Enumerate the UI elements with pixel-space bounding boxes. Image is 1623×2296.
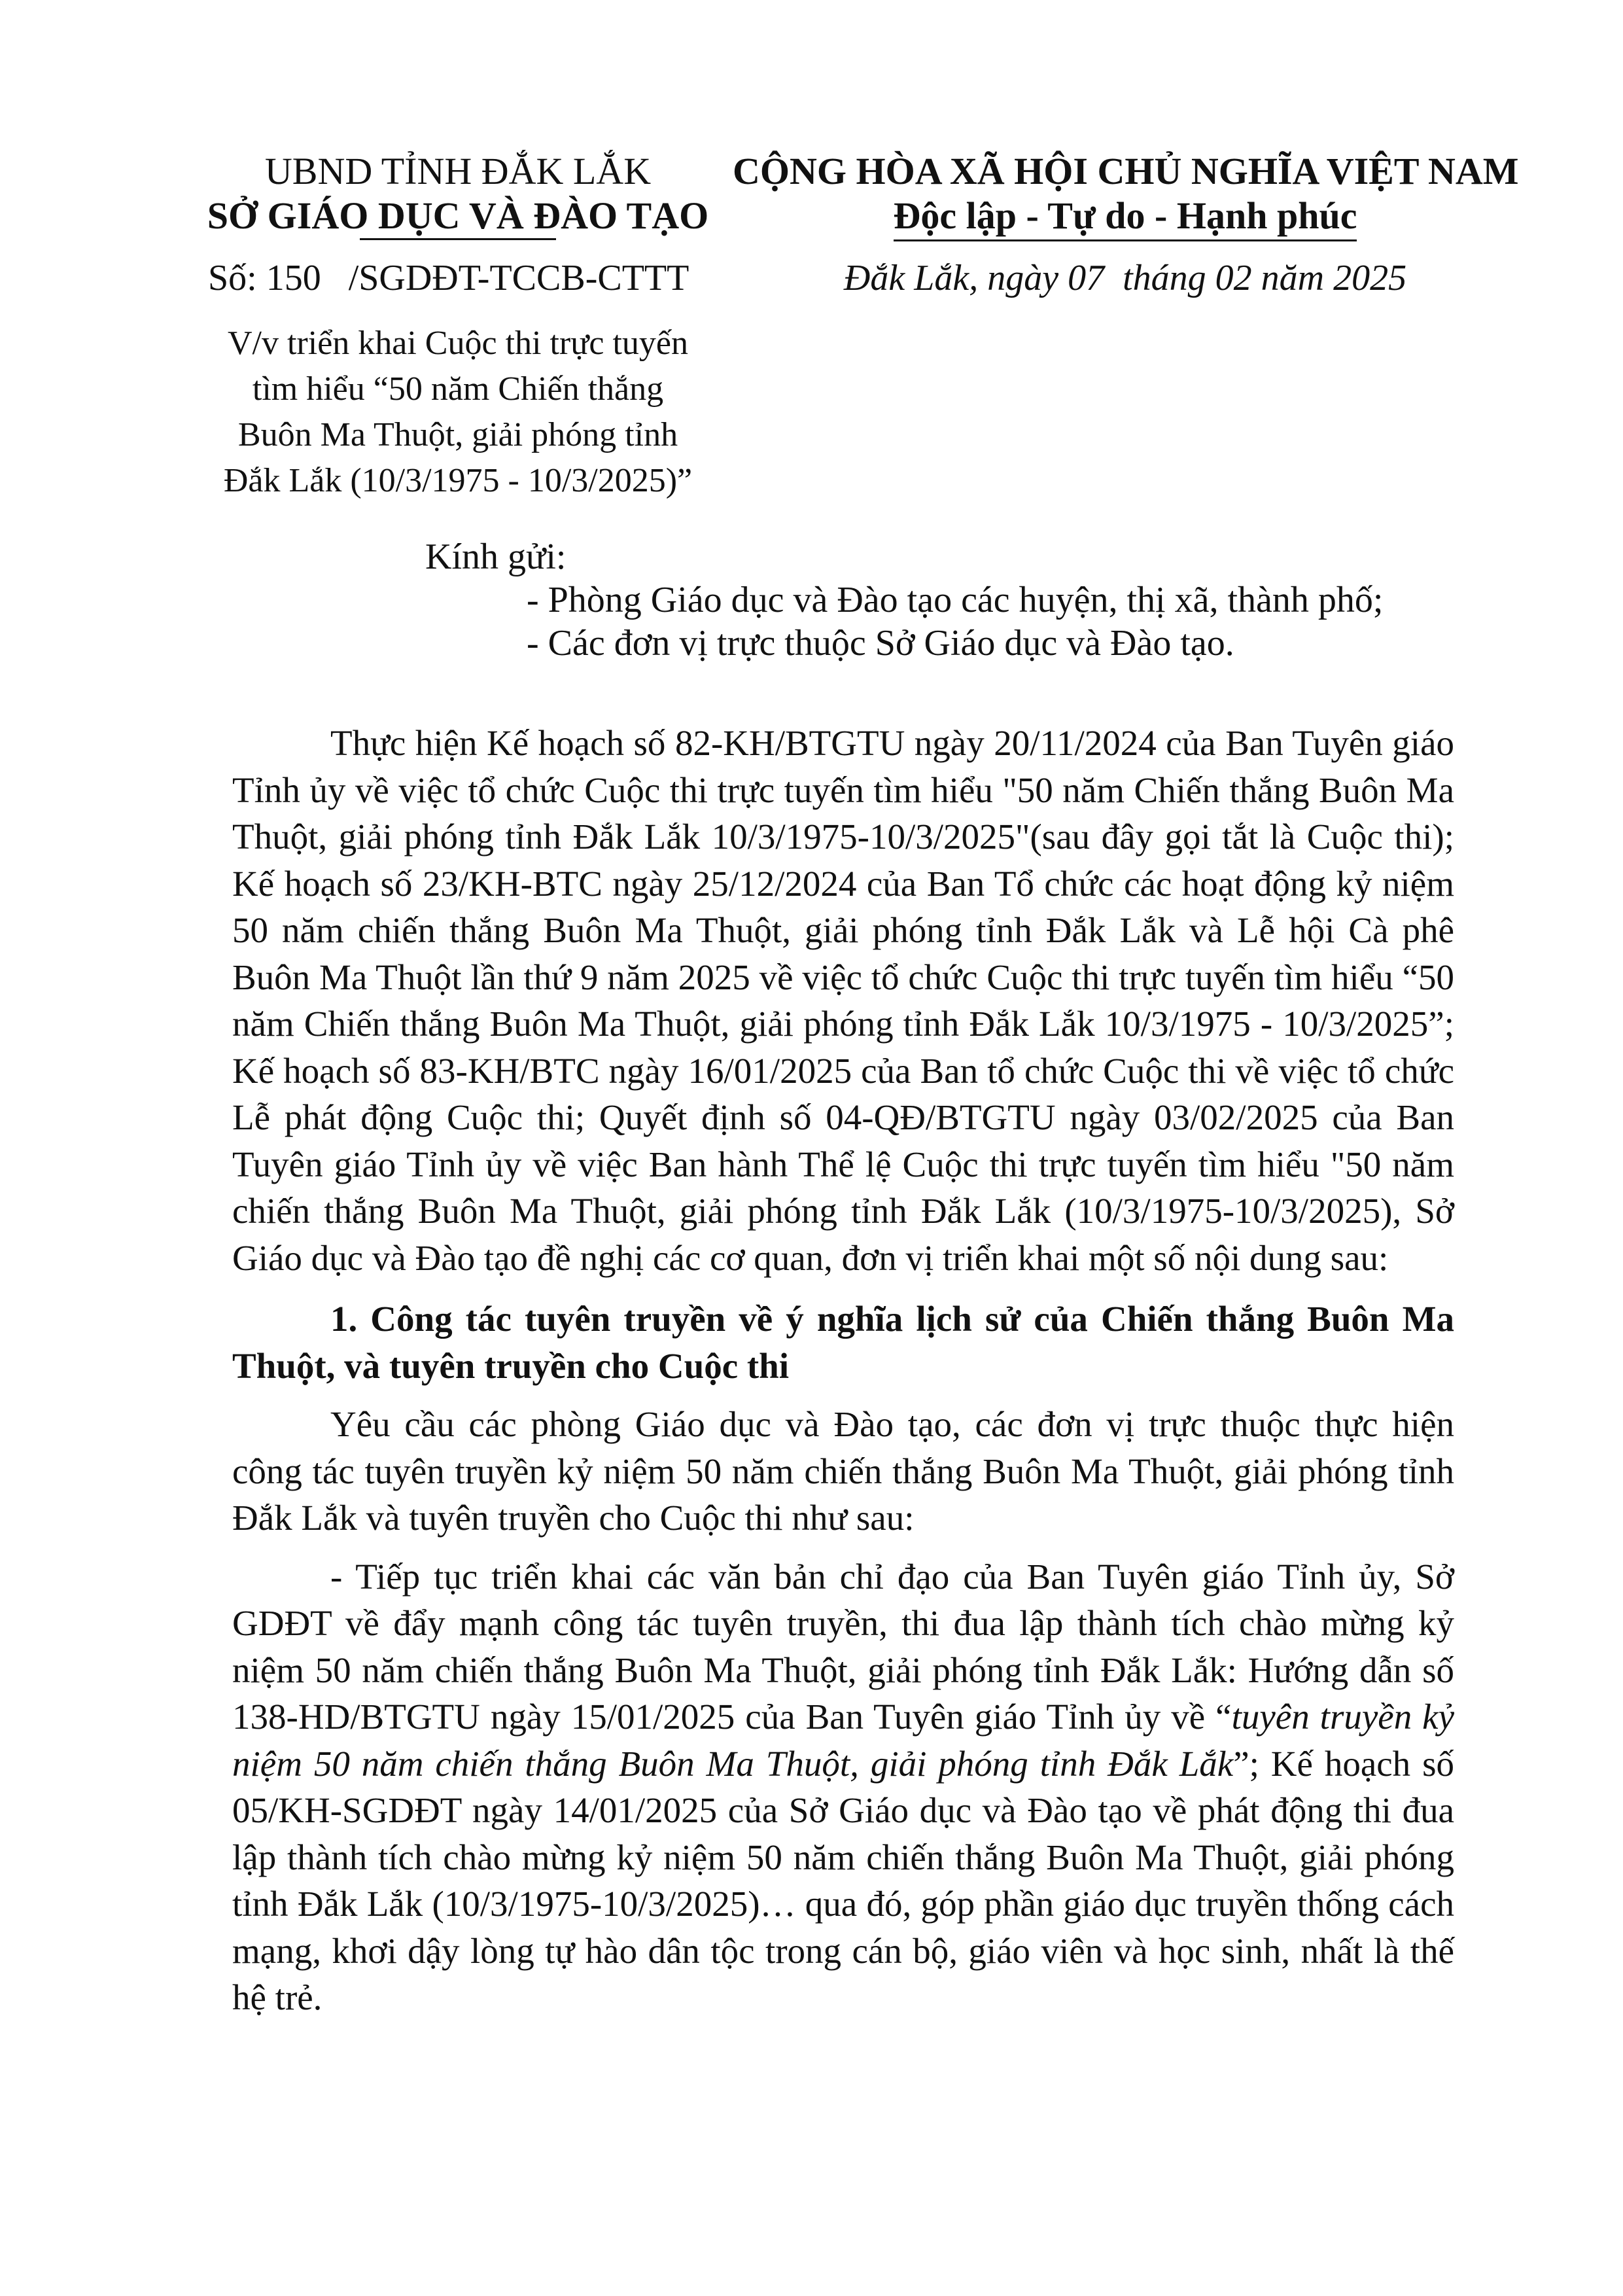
agency-parent: UBND TỈNH ĐẮK LẮK: [264, 150, 652, 192]
agency-rule: [360, 238, 556, 240]
body-paragraph: [232, 1553, 1454, 2021]
italic-citation: tuyên truyền kỷ niệm 50 năm chiến thắng Buôn Ma Thuột, giải phóng tỉnh Đắk Lắk: [232, 1697, 1455, 1784]
country-name: CỘNG HÒA XÃ HỘI CHỦ NGHĨA VIỆT NAM: [733, 150, 1519, 192]
agency-block: [183, 149, 733, 240]
document-number: Số: 150 /SGDĐT-TCCB-CTTT: [208, 258, 689, 298]
salutation: Kính gửi:: [425, 537, 567, 577]
document-body: [232, 720, 1454, 2021]
document-subject: [183, 321, 733, 504]
section-heading-1: 1. Công tác tuyên truyền về ý nghĩa lịch sử của Chiến thắng Buôn Ma Thuột, và tuyên truyền cho Cuộc thi: [232, 1299, 1454, 1386]
paragraph-text: ”; Kế hoạch số 05/KH-SGDĐT ngày 14/01/2025 của Sở Giáo dục và Đào tạo về phát động thi đua lập thành tích chào mừng kỷ niệm 50 năm chiến thắng Buôn Ma Thuột, giải phóng tỉnh Đắk Lắk (10/3/1975-10/3/2025)… qua đó, góp phần giáo dục truyền thống cách mạng, khơi dậy lòng tự hào dân tộc trong cán bộ, giáo viên và học sinh, nhất là thế hệ trẻ.: [232, 1743, 1454, 2017]
subject-line: tìm hiểu “50 năm Chiến thắng: [252, 370, 664, 408]
recipient-item: - Phòng Giáo dục và Đào tạo các huyện, thị xã, thành phố;: [527, 580, 1384, 620]
subject-line: Đắk Lắk (10/3/1975 - 10/3/2025)”: [223, 462, 693, 499]
agency-name: SỞ GIÁO DỤC VÀ ĐÀO TẠO: [207, 194, 709, 237]
national-motto: Độc lập - Tự do - Hạnh phúc: [894, 194, 1357, 241]
body-paragraph: Yêu cầu các phòng Giáo dục và Đào tạo, các đơn vị trực thuộc thực hiện công tác tuyên truyền kỷ niệm 50 năm chiến thắng Buôn Ma Thuột, giải phóng tỉnh Đắk Lắk và tuyên truyền cho Cuộc thi như sau:: [232, 1404, 1454, 1538]
paragraph-text: - Tiếp tục triển khai các văn bản chỉ đạo của Ban Tuyên giáo Tỉnh ủy, Sở GDĐT về đẩy mạnh công tác tuyên truyền, thi đua lập thành tích chào mừng kỷ niệm 50 năm chiến thắng Buôn Ma Thuột, giải phóng tỉnh Đắk Lắk: Hướng dẫn số 138-HD/BTGTU ngày 15/01/2025 của Ban Tuyên giáo Tỉnh ủy về “: [232, 1556, 1454, 1737]
document-date: Đắk Lắk, ngày 07 tháng 02 năm 2025: [843, 258, 1407, 298]
subject-line: V/v triển khai Cuộc thi trực tuyến: [227, 325, 689, 362]
national-motto-block: [733, 149, 1518, 241]
intro-paragraph: Thực hiện Kế hoạch số 82-KH/BTGTU ngày 20/11/2024 của Ban Tuyên giáo Tỉnh ủy về việc tổ chức Cuộc thi trực tuyến tìm hiểu "50 năm Chiến thắng Buôn Ma Thuột, giải phóng tỉnh Đắk Lắk 10/3/1975-10/3/2025"(sau đây gọi tắt là Cuộc thi); Kế hoạch số 23/KH-BTC ngày 25/12/2024 của Ban Tổ chức các hoạt động kỷ niệm 50 năm chiến thắng Buôn Ma Thuột, giải phóng tỉnh Đắk Lắk và Lễ hội Cà phê Buôn Ma Thuột lần thứ 9 năm 2025 về việc tổ chức Cuộc thi trực tuyến tìm hiểu “50 năm Chiến thắng Buôn Ma Thuột, giải phóng tỉnh Đắk Lắk 10/3/1975 - 10/3/2025”; Kế hoạch số 83-KH/BTC ngày 16/01/2025 của Ban tổ chức Cuộc thi về việc tổ chức Lễ phát động Cuộc thi; Quyết định số 04-QĐ/BTGTU ngày 03/02/2025 của Ban Tuyên giáo Tỉnh ủy về việc Ban hành Thể lệ Cuộc thi trực tuyến tìm hiểu "50 năm chiến thắng Buôn Ma Thuột, giải phóng tỉnh Đắk Lắk (10/3/1975-10/3/2025), Sở Giáo dục và Đào tạo đề nghị các cơ quan, đơn vị triển khai một số nội dung sau:: [232, 723, 1454, 1278]
subject-line: Buôn Ma Thuột, giải phóng tỉnh: [237, 416, 678, 453]
recipient-item: - Các đơn vị trực thuộc Sở Giáo dục và Đào tạo.: [527, 623, 1234, 663]
